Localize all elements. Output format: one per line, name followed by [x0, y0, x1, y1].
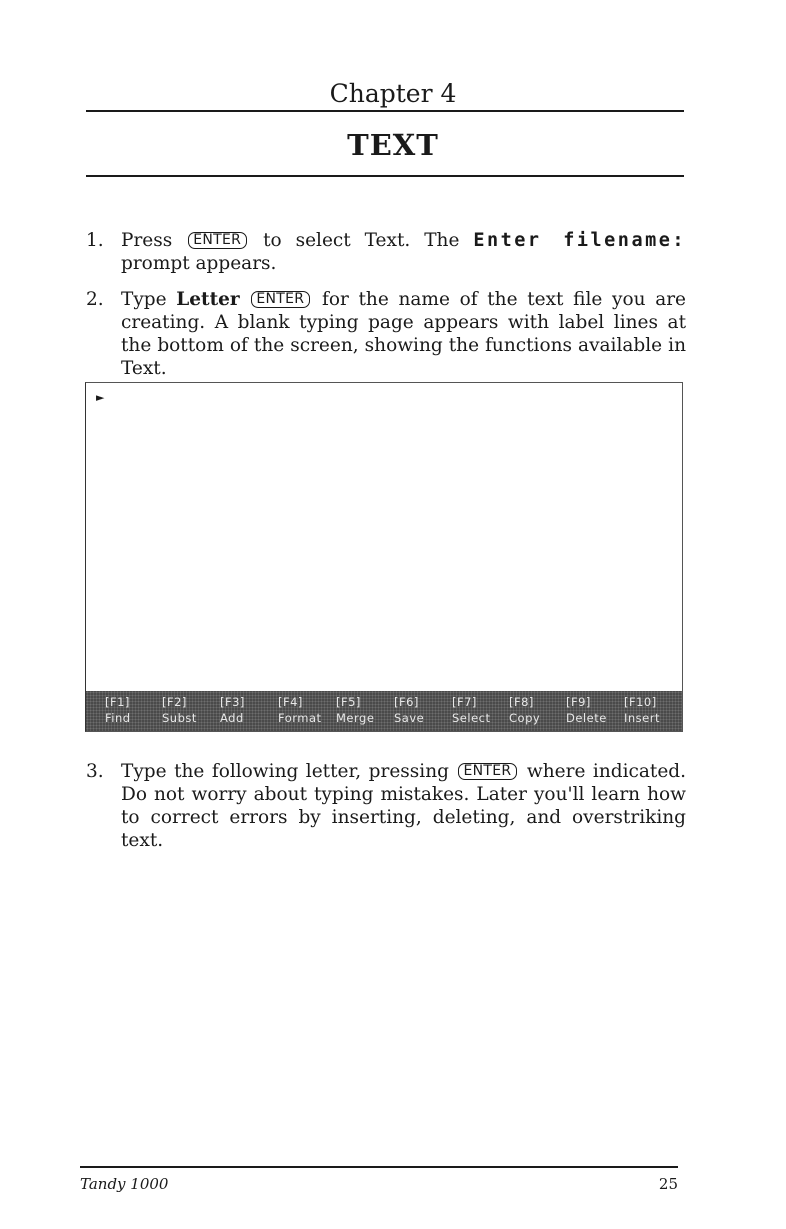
fkey-f8: [F8] Copy	[509, 695, 541, 725]
filename-text: Letter	[176, 289, 240, 310]
fkey-f6: [F6] Save	[394, 695, 425, 725]
enter-key-icon: ENTER	[188, 232, 247, 249]
fkey-f9: [F9] Delete	[566, 695, 607, 725]
cursor-arrow-icon: ►	[96, 391, 105, 404]
chapter-divider	[86, 110, 684, 112]
step-number: 2.	[86, 289, 104, 310]
enter-key-icon: ENTER	[251, 291, 310, 308]
step-3	[86, 760, 686, 852]
fkey-f4: [F4] Format	[278, 695, 322, 725]
screen-illustration	[85, 382, 683, 732]
step-number: 3.	[86, 761, 104, 782]
function-key-bar	[86, 691, 682, 731]
page-number: 25	[658, 1175, 678, 1193]
fkey-f2: [F2] Subst	[162, 695, 197, 725]
page-title: TEXT	[347, 128, 439, 162]
fkey-f7: [F7] Select	[452, 695, 491, 725]
fkey-f1: [F1] Find	[105, 695, 131, 725]
footer-product: Tandy 1000	[80, 1175, 169, 1193]
fkey-f3: [F3] Add	[220, 695, 245, 725]
prompt-text: Enter filename:	[473, 230, 686, 251]
enter-key-icon: ENTER	[458, 763, 517, 780]
footer-divider	[80, 1166, 678, 1168]
step-text: Type Letter ENTER for the name of the text file you are creating. A blank typing page appears with label lines at the bottom of the screen, showing the functions available in Text.	[121, 289, 687, 379]
step-text: Type the following letter, pressing ENTER where indicated. Do not worry about typing mistakes. Later you'll learn how to correct errors by inserting, deleting, and overstriking text.	[121, 761, 686, 851]
step-number: 1.	[86, 230, 104, 251]
step-text: Press ENTER to select Text. The Enter filename: prompt appears.	[121, 230, 686, 274]
fkey-f5: [F5] Merge	[336, 695, 375, 725]
fkey-f10: [F10] Insert	[624, 695, 660, 725]
title-divider	[86, 175, 684, 177]
chapter-heading: Chapter 4	[329, 79, 457, 108]
step-2	[86, 288, 686, 380]
step-1	[86, 229, 686, 275]
